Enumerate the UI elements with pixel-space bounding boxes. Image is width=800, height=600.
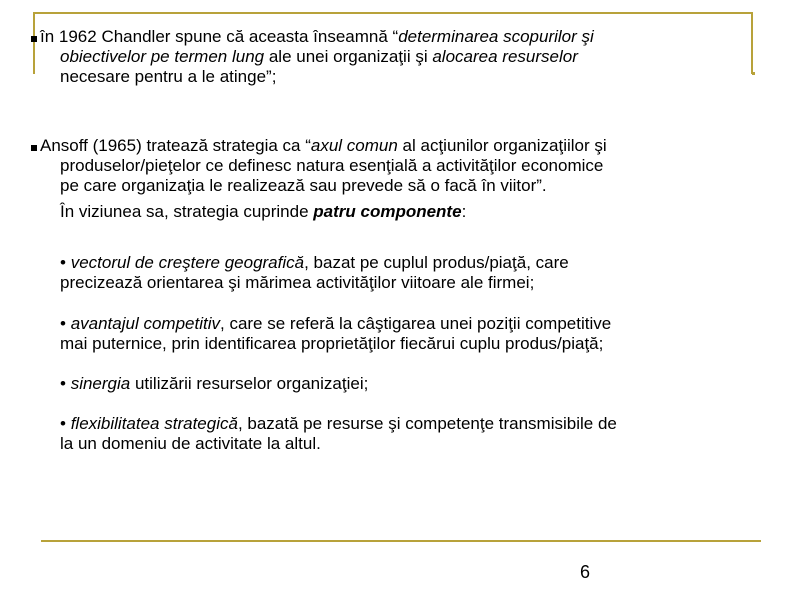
paragraph-line: necesare pentru a le atinge”;	[60, 67, 277, 86]
text-run: , bazat pe cuplul produs/piaţă, care	[304, 253, 569, 272]
text-run: În viziunea sa, strategia cuprinde	[60, 202, 314, 221]
bullet-icon	[31, 145, 37, 151]
bold-italic-text: patru componente	[313, 202, 462, 221]
italic-text: axul comun	[310, 136, 398, 155]
paragraph-line	[60, 414, 760, 434]
italic-text: alocarea resurselor	[432, 47, 578, 66]
text-run: ale unei organizaţii şi	[264, 47, 433, 66]
italic-text: obiectivelor pe termen lung	[60, 47, 265, 66]
bullet-icon	[31, 36, 37, 42]
frame-left-line	[33, 12, 35, 74]
component-vector	[60, 253, 750, 293]
frame-right-line	[751, 12, 753, 74]
italic-text: avantajul competitiv	[70, 314, 220, 333]
text-run: utilizării resurselor organizaţiei;	[130, 374, 369, 393]
text-run: în 1962 Chandler spune că aceasta înseamnă “	[40, 27, 399, 46]
footer-divider	[41, 540, 761, 542]
text-run: Ansoff (1965) tratează strategia ca “	[40, 136, 311, 155]
italic-text: flexibilitatea strategică	[70, 414, 238, 433]
paragraph-chandler	[40, 27, 750, 87]
italic-text: determinarea scopurilor şi	[398, 27, 594, 46]
bullet-text: •	[60, 253, 71, 272]
bullet-text: •	[60, 414, 71, 433]
paragraph-line: mai puternice, prin identificarea proprietăţilor fiecărui cuplu produs/piaţă;	[60, 334, 604, 353]
paragraph-components-intro	[60, 202, 750, 222]
bullet-text: •	[60, 314, 71, 333]
text-run: , bazată pe resurse şi competenţe transmisibile de	[237, 414, 617, 433]
italic-text: sinergia	[70, 374, 131, 393]
component-flexibility	[60, 414, 760, 454]
component-advantage	[60, 314, 760, 354]
component-synergy	[60, 374, 750, 394]
paragraph-line: pe care organizaţia le realizează sau prevede să o facă în viitor”.	[60, 176, 547, 195]
paragraph-line	[60, 314, 760, 334]
paragraph-line: precizează orientarea şi mărimea activităţilor viitoare ale firmei;	[60, 273, 535, 292]
paragraph-line: produselor/pieţelor ce definesc natura esenţială a activităţilor economice	[60, 156, 604, 175]
paragraph-line	[40, 27, 750, 47]
frame-corner-dot	[752, 72, 755, 75]
paragraph-line: la un domeniu de activitate la altul.	[60, 434, 321, 453]
paragraph-line	[40, 47, 750, 67]
text-run: :	[461, 202, 467, 221]
frame-top-line	[33, 12, 753, 14]
paragraph-line	[40, 136, 750, 156]
text-run: al acţiunilor organizaţiilor şi	[397, 136, 607, 155]
text-run: , care se referă la câştigarea unei poziţii competitive	[220, 314, 612, 333]
page-number: 6	[580, 562, 591, 582]
italic-text: vectorul de creştere geografică	[70, 253, 305, 272]
paragraph-line	[60, 253, 750, 273]
paragraph-ansoff	[40, 136, 750, 196]
bullet-text: •	[60, 374, 71, 393]
